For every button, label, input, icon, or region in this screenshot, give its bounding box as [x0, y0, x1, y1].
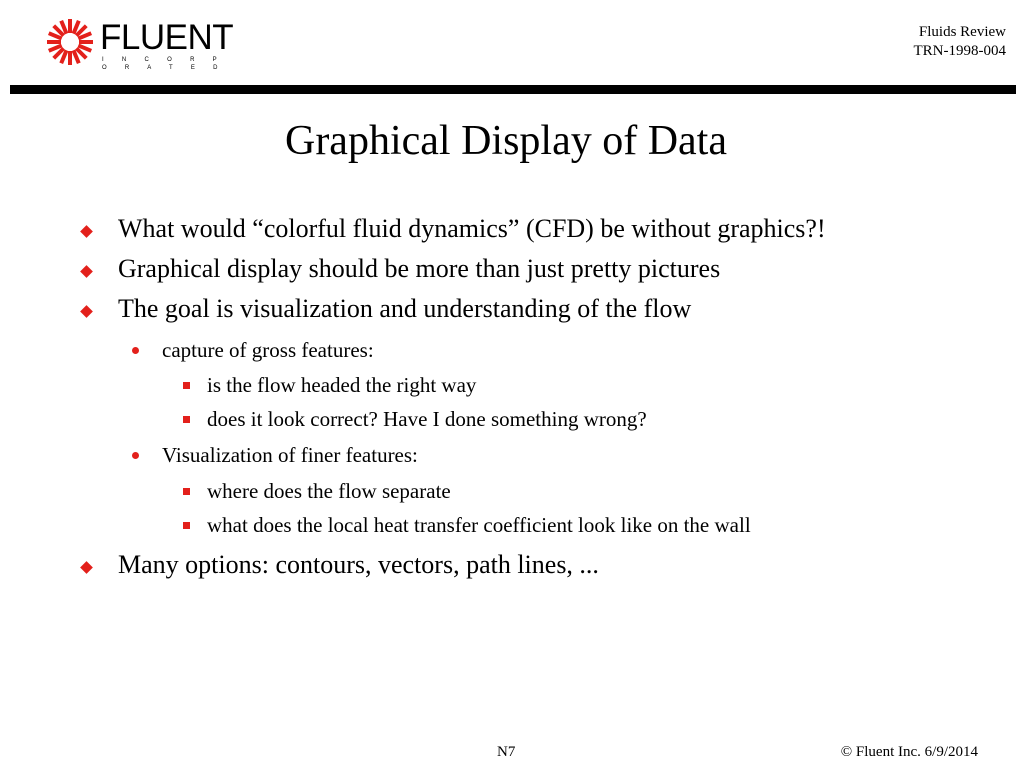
header-info	[914, 23, 1007, 61]
bullet-item: Graphical display should be more than just pretty pictures	[118, 254, 721, 283]
slide-title: Graphical Display of Data	[284, 118, 727, 164]
diamond-bullet-icon	[80, 305, 93, 318]
logo-wordmark: FLUENT	[100, 18, 234, 57]
starburst-icon	[44, 17, 96, 67]
bullet-item: What would “colorful fluid dynamics” (CFD) be without graphics?!	[118, 214, 826, 243]
square-bullet-icon	[183, 382, 190, 389]
square-bullet-icon	[183, 488, 190, 495]
logo-tagline: I N C O R P O R A T E D	[102, 57, 226, 71]
square-bullet-icon	[183, 416, 190, 423]
sub-bullet-item: capture of gross features:	[162, 338, 374, 362]
bullet-item: The goal is visualization and understanding of the flow	[118, 294, 692, 323]
copyright-notice: © Fluent Inc. 6/9/2014	[840, 744, 978, 760]
dot-bullet-icon	[132, 347, 139, 354]
header-doc-id: TRN-1998-004	[913, 43, 1006, 59]
diamond-bullet-icon	[80, 225, 93, 238]
header-divider	[10, 85, 1016, 94]
sub-bullet-item: Visualization of finer features:	[162, 443, 418, 467]
header-course: Fluids Review	[918, 24, 1006, 40]
sub-sub-bullet-item: does it look correct? Have I done something wrong?	[207, 407, 647, 431]
sub-sub-bullet-item: is the flow headed the right way	[207, 373, 477, 397]
dot-bullet-icon	[132, 452, 139, 459]
diamond-bullet-icon	[80, 561, 93, 574]
sub-sub-bullet-item: what does the local heat transfer coefficient look like on the wall	[207, 513, 751, 537]
diamond-bullet-icon	[80, 265, 93, 278]
bullet-item: Many options: contours, vectors, path lines, ...	[118, 550, 599, 579]
fluent-logo	[44, 17, 234, 71]
square-bullet-icon	[183, 522, 190, 529]
sub-sub-bullet-item: where does the flow separate	[207, 479, 451, 503]
page-number: N7	[497, 744, 516, 760]
